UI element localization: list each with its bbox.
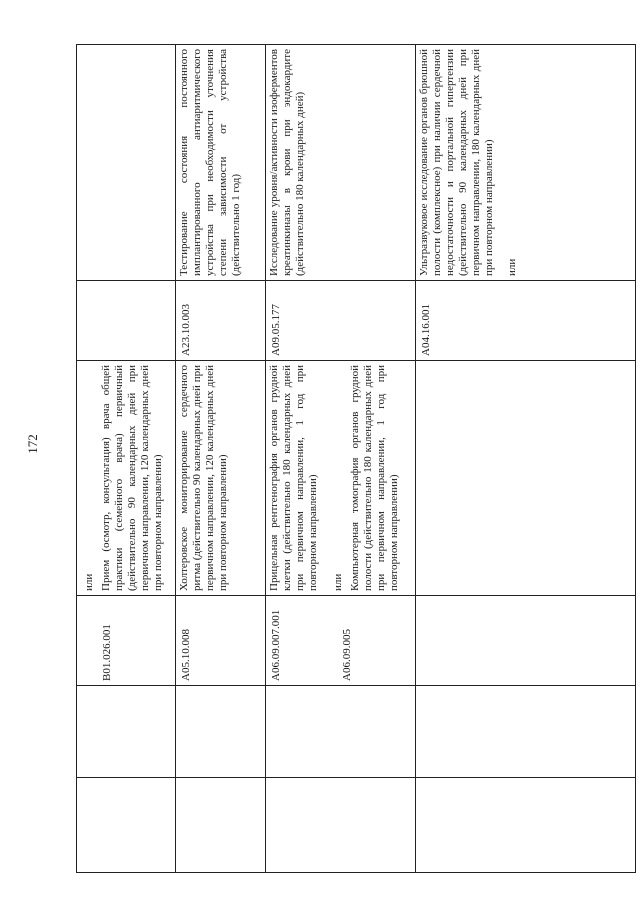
page-number: 172 (25, 434, 40, 454)
table-row (266, 45, 416, 873)
table-cell (176, 686, 266, 778)
service-name-cell (266, 361, 416, 596)
table-cell (77, 281, 176, 361)
service-code-cell (266, 281, 416, 361)
table-cell (77, 778, 176, 873)
service-name-cell (266, 45, 416, 281)
table-cell (416, 686, 636, 778)
table-row (77, 45, 176, 873)
service-name: Холтеровское мониторирование сердечного ритма (действительно 90 календарных дней при первичном направлении, 120 календарных дней при повторном направлении) (178, 365, 229, 591)
service-code-cell (77, 596, 176, 686)
table-cell (266, 778, 416, 873)
service-code: A09.05.177 (270, 304, 282, 356)
service-name: Исследование уровня/активности изоферментов креатинкиназы в крови при эндокардите (действительно 180 календарных дней) (268, 49, 306, 276)
requirements-table (76, 44, 636, 873)
table-row (176, 45, 266, 873)
service-code-cell (266, 596, 416, 686)
service-name-cell (77, 361, 176, 596)
service-name: Компьютерная томография органов грудной полости (действительно 180 календарных дней при первичном направлении, 1 год при повторном направлении) (349, 365, 400, 591)
service-name: Прицельная рентгенография органов грудной клетки (действительно 180 календарных дней при первичном направлении, 1 год при повторном направлении) (268, 365, 319, 591)
service-code: A23.10.003 (180, 304, 192, 356)
service-code-cell (176, 596, 266, 686)
service-name-cell (176, 361, 266, 596)
service-code-cell (416, 281, 636, 361)
or-separator: или (83, 573, 95, 591)
or-separator: или (506, 258, 518, 276)
service-name-cell (176, 45, 266, 281)
service-code: A05.10.008 (180, 629, 192, 681)
service-code: A04.16.001 (420, 304, 432, 356)
service-code: B01.026.001 (101, 624, 113, 681)
service-name: Прием (осмотр, консультация) врача общей практики (семейного врача) первичный (действительно 90 календарных дней при первичном направлении, 120 календарных дней при повторном направлении) (100, 365, 164, 591)
service-code: A06.09.005 (341, 629, 353, 681)
table-row (416, 45, 636, 873)
table-cell (416, 596, 636, 686)
service-name-cell (416, 45, 636, 281)
table-cell (416, 778, 636, 873)
or-separator: или (332, 573, 344, 591)
table-cell (77, 45, 176, 281)
table-cell (266, 686, 416, 778)
table-cell (77, 686, 176, 778)
rotated-table-container (76, 45, 636, 873)
table-cell (176, 778, 266, 873)
service-name: Ультразвуковое исследование органов брюшной полости (комплексное) при наличии сердечной недостаточности и портальной гипертензии (действительно 90 календарных дней при первичном направлении, 180 календарных дней при повторном направлении) (418, 49, 495, 276)
service-code-cell (176, 281, 266, 361)
table-cell (416, 361, 636, 596)
service-code: A06.09.007.001 (270, 609, 282, 681)
service-name: Тестирование состояния постоянного имплантированного антиаритмического устройства при необходимости уточнения степени зависимости от устройства (действительно 1 год) (178, 49, 242, 276)
